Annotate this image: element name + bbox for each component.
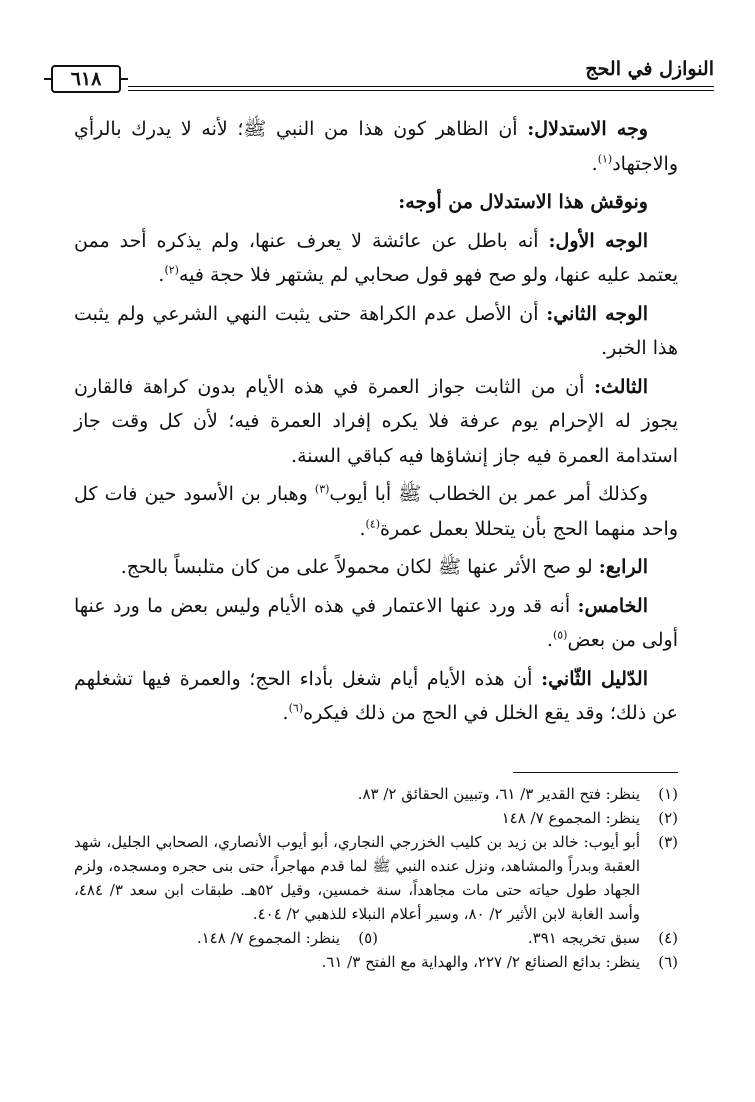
paragraph-7 — [74, 550, 678, 585]
paragraph-5 — [74, 370, 678, 474]
footnote-text: أبو أيوب: خالد بن زيد بن كليب الخزرجي النجاري، أبو أيوب الأنصاري، الصحابي الجليل، شهد العقبة وبدراً والمشاهد، ونزل عنده النبي ﷺ لما قدم مهاجراً، حتى بنى حجره ومسجده، ولزم الجهاد طول حياته حتى مات مجاهداً، سنة خمسين، وقيل ٥٢هـ. طبقات ابن سعد ٣/ ٤٨٤، وأسد الغابة لابن الأثير ٢/ ٨٠، وسير أعلام النبلاء للذهبي ٢/ ٤٠٤. — [74, 833, 641, 923]
paragraph-tail: . — [158, 264, 165, 286]
footnote-number: (٤) — [658, 929, 678, 947]
paragraph-8 — [74, 589, 678, 658]
paragraph-lead: الدّليل الثّاني: — [541, 667, 649, 690]
header-rule-top — [44, 86, 714, 87]
page-box-tick-right — [120, 78, 128, 80]
footnote-row-4-5 — [74, 926, 678, 950]
paragraph-lead: الرابع: — [598, 556, 648, 578]
footnote-2 — [74, 806, 678, 830]
footnote-text: ينظر: المجموع ٧/ ١٤٨. — [196, 929, 340, 947]
page-number: ٦١٨ — [70, 68, 102, 90]
footnote-ref: (١) — [597, 152, 613, 166]
paragraph-lead: الوجه الثاني: — [546, 302, 648, 325]
running-header — [44, 58, 714, 98]
paragraph-text: أن من الثابت جواز العمرة في هذه الأيام بدون كراهة فالقارن يجوز له الإحرام يوم عرفة فلا يكره إفراد العمرة فيه؛ لأن كل وقت جاز استدامة العمرة فيه جاز إنشاؤها فيه كباقي السنة. — [74, 375, 678, 467]
main-text — [74, 112, 678, 735]
footnote-5 — [78, 926, 378, 950]
paragraph-text: لو صح الأثر عنها ﷺ لكان محمولاً على من كان متلبساً بالحج. — [120, 556, 599, 578]
paragraph-3 — [74, 224, 678, 293]
paragraph-text: أنه باطل عن عائشة لا يعرف عنها، ولم يذكره أحد ممن يعتمد عليه عنها، ولو صح فهو قول صحابي لم يشتهر فلا حجة فيه — [74, 229, 678, 286]
footnote-ref: (٦) — [288, 701, 304, 715]
paragraph-text: أن هذه الأيام أيام شغل بأداء الحج؛ والعمرة فيها تشغلهم عن ذلك؛ وقد يقع الخلل في الحج من ذلك فيكره — [74, 667, 678, 724]
paragraph-tail: . — [546, 629, 553, 651]
footnote-number: (٥) — [358, 929, 378, 947]
paragraph-tail: . — [282, 702, 289, 724]
paragraph-lead: الوجه الأول: — [548, 229, 648, 252]
paragraph-text: أنه قد ورد عنها الاعتمار في هذه الأيام وليس بعض ما ورد عنها أولى من بعض — [74, 594, 678, 651]
footnote-ref: (٢) — [164, 263, 179, 277]
page-number-frame — [51, 65, 121, 93]
paragraph-tail: . — [359, 517, 366, 540]
paragraph-text: أن الأصل عدم الكراهة حتى يثبت النهي الشرعي ولم يثبت هذا الخبر. — [74, 302, 678, 359]
footnote-4 — [378, 926, 678, 950]
footnote-text: ينظر: المجموع ٧/ ١٤٨ — [501, 809, 640, 827]
paragraph-lead: الخامس: — [577, 594, 648, 617]
footnote-text: سبق تخريجه ٣٩١. — [527, 929, 640, 947]
footnote-1 — [74, 782, 678, 806]
footnote-3 — [74, 830, 678, 926]
header-rule-bottom — [44, 90, 714, 91]
paragraph-text: ونوقش هذا الاستدلال من أوجه: — [398, 191, 648, 213]
footnote-separator — [513, 772, 678, 773]
page-box-tick-left — [44, 78, 52, 80]
footnote-number: (٦) — [658, 953, 678, 971]
footnotes — [74, 782, 678, 974]
footnote-6 — [74, 950, 678, 974]
footnote-number: (١) — [658, 785, 678, 803]
paragraph-text: وهبار بن الأسود حين فات كل واحد منهما الحج بأن يتحللا بعمل عمرة — [74, 483, 678, 540]
page-number-box — [44, 64, 128, 94]
footnote-ref: (٥) — [552, 628, 568, 642]
paragraph-2 — [74, 185, 678, 220]
footnote-text: ينظر: فتح القدير ٣/ ٦١، وتبيين الحقائق ٢/ ٨٣. — [357, 785, 640, 803]
paragraph-1 — [74, 112, 678, 181]
paragraph-9 — [74, 662, 678, 731]
paragraph-6 — [74, 477, 678, 546]
paragraph-text: وكذلك أمر عمر بن الخطاب ﷺ أبا أيوب — [329, 483, 648, 505]
paragraph-text: أن الظاهر كون هذا من النبي ﷺ؛ لأنه لا يدرك بالرأي والاجتهاد — [74, 118, 678, 175]
footnote-ref: (٤) — [365, 517, 381, 531]
footnote-number: (٢) — [658, 809, 678, 827]
paragraph-lead: الثالث: — [593, 375, 648, 398]
footnote-ref: (٣) — [314, 482, 330, 496]
paragraph-4 — [74, 297, 678, 366]
paragraph-tail: . — [591, 152, 598, 175]
footnote-text: ينظر: بدائع الصنائع ٢/ ٢٢٧، والهداية مع الفتح ٣/ ٦١. — [321, 953, 640, 971]
paragraph-lead: وجه الاستدلال: — [527, 118, 648, 140]
book-title: النوازل في الحج — [585, 58, 714, 80]
footnote-number: (٣) — [658, 833, 678, 851]
